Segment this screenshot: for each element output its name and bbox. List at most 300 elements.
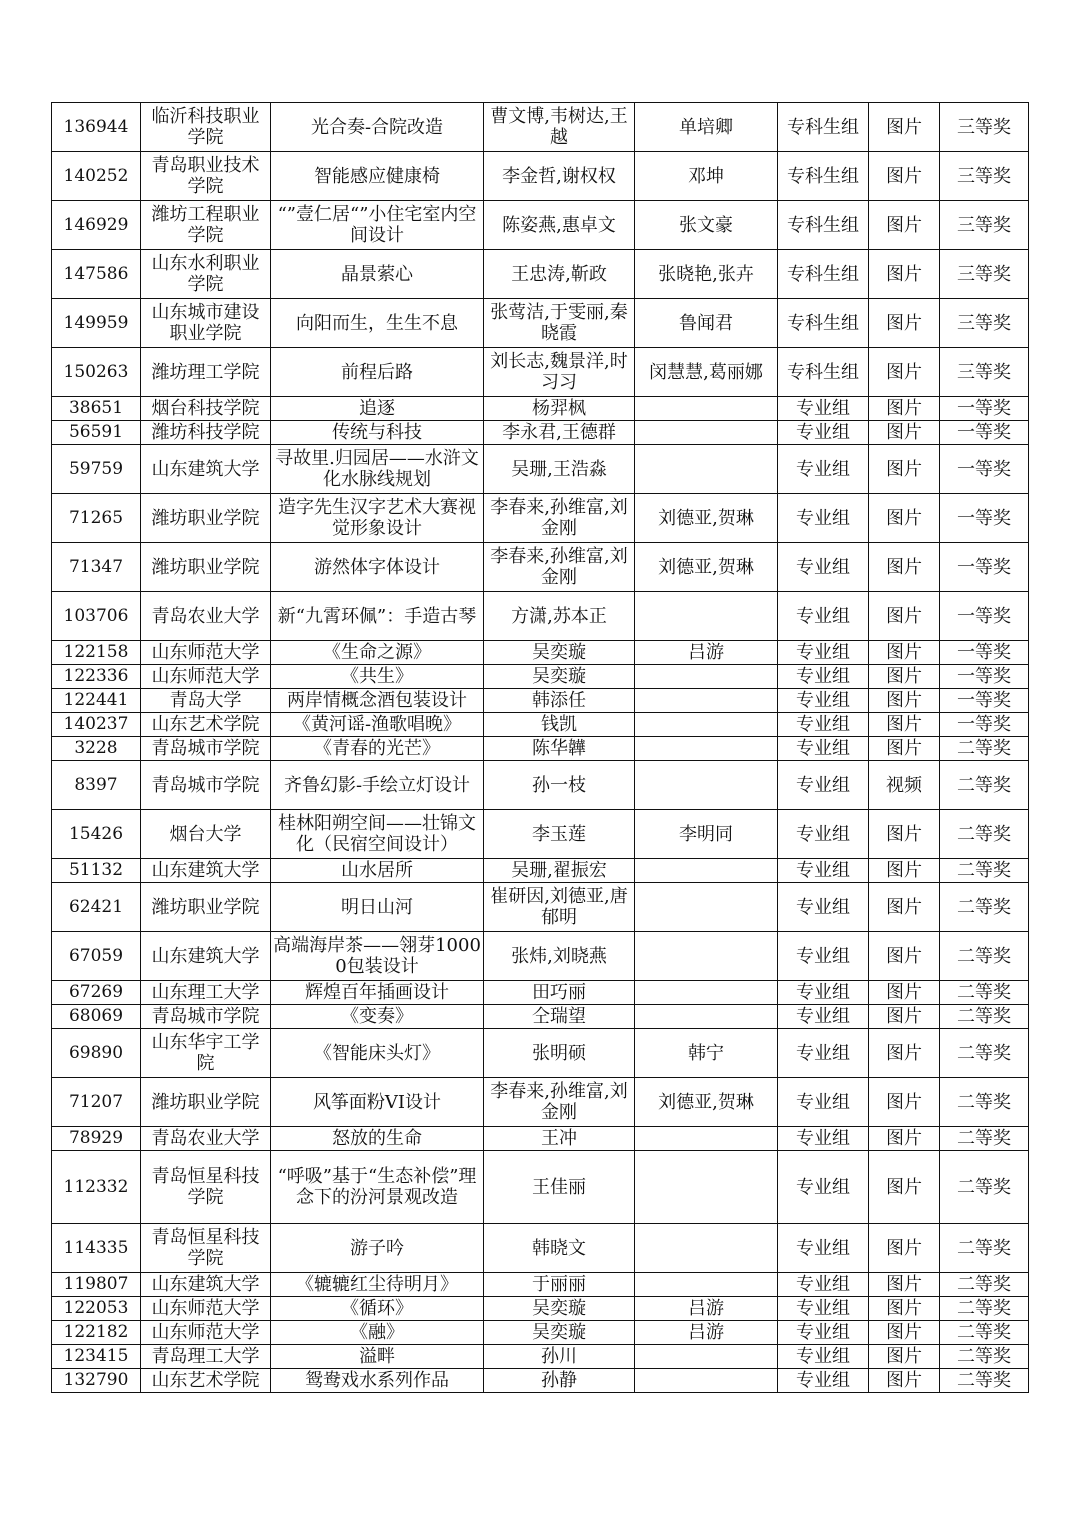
group-cell: 专业组 (778, 445, 869, 494)
work-title-cell: 高端海岸茶——翎芽10000包装设计 (271, 932, 484, 981)
group-cell: 专业组 (778, 543, 869, 592)
table-row (52, 250, 1029, 299)
award-cell: 二等奖 (940, 1078, 1029, 1127)
school-cell: 烟台大学 (141, 810, 271, 859)
award-cell: 三等奖 (940, 250, 1029, 299)
award-cell: 一等奖 (940, 421, 1029, 445)
table-row (52, 883, 1029, 932)
entry-id-cell: 71207 (52, 1078, 141, 1127)
work-type-cell: 图片 (869, 201, 940, 250)
group-cell: 专科生组 (778, 348, 869, 397)
award-cell: 二等奖 (940, 1029, 1029, 1078)
group-cell: 专业组 (778, 592, 869, 641)
table-row (52, 348, 1029, 397)
advisor-cell (635, 737, 778, 761)
work-title-cell: 风筝面粉VI设计 (271, 1078, 484, 1127)
award-cell: 二等奖 (940, 1273, 1029, 1297)
award-cell: 三等奖 (940, 103, 1029, 152)
school-cell: 烟台科技学院 (141, 397, 271, 421)
work-type-cell: 图片 (869, 1321, 940, 1345)
award-cell: 二等奖 (940, 1321, 1029, 1345)
award-cell: 二等奖 (940, 737, 1029, 761)
group-cell: 专业组 (778, 1345, 869, 1369)
entry-id-cell: 68069 (52, 1005, 141, 1029)
work-type-cell: 图片 (869, 932, 940, 981)
advisor-cell: 刘德亚,贺琳 (635, 494, 778, 543)
school-cell: 青岛恒星科技学院 (141, 1224, 271, 1273)
authors-cell: 钱凯 (484, 713, 635, 737)
table-row (52, 201, 1029, 250)
work-type-cell: 图片 (869, 1078, 940, 1127)
work-title-cell: 光合奏-合院改造 (271, 103, 484, 152)
entry-id-cell: 67269 (52, 981, 141, 1005)
group-cell: 专业组 (778, 859, 869, 883)
table-row (52, 152, 1029, 201)
award-cell: 二等奖 (940, 761, 1029, 810)
award-cell: 二等奖 (940, 810, 1029, 859)
work-type-cell: 图片 (869, 543, 940, 592)
work-type-cell: 图片 (869, 592, 940, 641)
group-cell: 专业组 (778, 981, 869, 1005)
school-cell: 山东建筑大学 (141, 859, 271, 883)
table-row (52, 397, 1029, 421)
advisor-cell (635, 932, 778, 981)
authors-cell: 王佳丽 (484, 1151, 635, 1224)
group-cell: 专业组 (778, 883, 869, 932)
school-cell: 山东建筑大学 (141, 932, 271, 981)
work-title-cell: 《青春的光芒》 (271, 737, 484, 761)
group-cell: 专业组 (778, 932, 869, 981)
table-row (52, 1005, 1029, 1029)
work-title-cell: 造字先生汉字艺术大赛视觉形象设计 (271, 494, 484, 543)
table-row (52, 932, 1029, 981)
entry-id-cell: 147586 (52, 250, 141, 299)
advisor-cell (635, 859, 778, 883)
work-type-cell: 图片 (869, 397, 940, 421)
school-cell: 山东师范大学 (141, 665, 271, 689)
work-type-cell: 图片 (869, 883, 940, 932)
work-title-cell: 溢畔 (271, 1345, 484, 1369)
award-cell: 二等奖 (940, 1369, 1029, 1393)
entry-id-cell: 150263 (52, 348, 141, 397)
entry-id-cell: 122336 (52, 665, 141, 689)
work-title-cell: 智能感应健康椅 (271, 152, 484, 201)
school-cell: 山东建筑大学 (141, 445, 271, 494)
advisor-cell (635, 981, 778, 1005)
work-title-cell: 传统与科技 (271, 421, 484, 445)
authors-cell: 韩添任 (484, 689, 635, 713)
authors-cell: 杨羿枫 (484, 397, 635, 421)
award-cell: 一等奖 (940, 494, 1029, 543)
work-type-cell: 图片 (869, 1151, 940, 1224)
table-row (52, 1127, 1029, 1151)
award-cell: 二等奖 (940, 1151, 1029, 1224)
work-title-cell: 桂林阳朔空间——壮锦文化（民宿空间设计） (271, 810, 484, 859)
work-type-cell: 视频 (869, 761, 940, 810)
table-row (52, 1151, 1029, 1224)
advisor-cell: 刘德亚,贺琳 (635, 543, 778, 592)
authors-cell: 李春来,孙维富,刘金刚 (484, 1078, 635, 1127)
award-cell: 三等奖 (940, 299, 1029, 348)
work-title-cell: 辉煌百年插画设计 (271, 981, 484, 1005)
authors-cell: 曹文博,韦树达,王越 (484, 103, 635, 152)
authors-cell: 吴奕璇 (484, 1321, 635, 1345)
authors-cell: 吴奕璇 (484, 665, 635, 689)
table-row (52, 761, 1029, 810)
group-cell: 专业组 (778, 494, 869, 543)
authors-cell: 韩晓文 (484, 1224, 635, 1273)
school-cell: 山东理工大学 (141, 981, 271, 1005)
entry-id-cell: 62421 (52, 883, 141, 932)
advisor-cell: 韩宁 (635, 1029, 778, 1078)
school-cell: 潍坊科技学院 (141, 421, 271, 445)
work-type-cell: 图片 (869, 981, 940, 1005)
authors-cell: 王忠涛,靳政 (484, 250, 635, 299)
work-title-cell: 新“九霄环佩”：手造古琴 (271, 592, 484, 641)
table-row (52, 1078, 1029, 1127)
work-type-cell: 图片 (869, 1005, 940, 1029)
authors-cell: 刘长志,魏景洋,时习习 (484, 348, 635, 397)
work-title-cell: 《融》 (271, 1321, 484, 1345)
group-cell: 专业组 (778, 810, 869, 859)
advisor-cell: 李明同 (635, 810, 778, 859)
awards-sheet (51, 102, 1029, 1393)
work-type-cell: 图片 (869, 445, 940, 494)
entry-id-cell: 112332 (52, 1151, 141, 1224)
school-cell: 山东艺术学院 (141, 713, 271, 737)
award-cell: 三等奖 (940, 201, 1029, 250)
award-cell: 一等奖 (940, 445, 1029, 494)
authors-cell: 方潇,苏本正 (484, 592, 635, 641)
advisor-cell (635, 1345, 778, 1369)
entry-id-cell: 122182 (52, 1321, 141, 1345)
group-cell: 专业组 (778, 761, 869, 810)
table-row (52, 665, 1029, 689)
work-title-cell: 寻故里.归园居——水浒文化水脉线规划 (271, 445, 484, 494)
entry-id-cell: 149959 (52, 299, 141, 348)
entry-id-cell: 114335 (52, 1224, 141, 1273)
school-cell: 潍坊职业学院 (141, 543, 271, 592)
work-title-cell: 《智能床头灯》 (271, 1029, 484, 1078)
work-title-cell: 前程后路 (271, 348, 484, 397)
award-cell: 二等奖 (940, 932, 1029, 981)
authors-cell: 吴奕璇 (484, 641, 635, 665)
entry-id-cell: 146929 (52, 201, 141, 250)
group-cell: 专业组 (778, 641, 869, 665)
authors-cell: 于丽丽 (484, 1273, 635, 1297)
school-cell: 山东城市建设职业学院 (141, 299, 271, 348)
table-row (52, 689, 1029, 713)
work-type-cell: 图片 (869, 810, 940, 859)
advisor-cell (635, 445, 778, 494)
school-cell: 青岛城市学院 (141, 1005, 271, 1029)
work-type-cell: 图片 (869, 1224, 940, 1273)
work-title-cell: 明日山河 (271, 883, 484, 932)
group-cell: 专业组 (778, 1224, 869, 1273)
group-cell: 专业组 (778, 1029, 869, 1078)
group-cell: 专业组 (778, 1321, 869, 1345)
authors-cell: 吴珊,翟振宏 (484, 859, 635, 883)
entry-id-cell: 71265 (52, 494, 141, 543)
school-cell: 潍坊工程职业学院 (141, 201, 271, 250)
work-title-cell: 《循环》 (271, 1297, 484, 1321)
table-row (52, 1321, 1029, 1345)
advisor-cell (635, 665, 778, 689)
work-type-cell: 图片 (869, 1369, 940, 1393)
group-cell: 专业组 (778, 397, 869, 421)
advisor-cell: 闵慧慧,葛丽娜 (635, 348, 778, 397)
award-cell: 一等奖 (940, 543, 1029, 592)
group-cell: 专科生组 (778, 250, 869, 299)
entry-id-cell: 38651 (52, 397, 141, 421)
work-title-cell: 晶景萦心 (271, 250, 484, 299)
table-row (52, 103, 1029, 152)
table-row (52, 445, 1029, 494)
authors-cell: 陈华韡 (484, 737, 635, 761)
advisor-cell (635, 397, 778, 421)
entry-id-cell: 132790 (52, 1369, 141, 1393)
entry-id-cell: 140252 (52, 152, 141, 201)
table-row (52, 981, 1029, 1005)
authors-cell: 仝瑞望 (484, 1005, 635, 1029)
school-cell: 山东艺术学院 (141, 1369, 271, 1393)
group-cell: 专业组 (778, 1273, 869, 1297)
table-row (52, 1369, 1029, 1393)
group-cell: 专业组 (778, 665, 869, 689)
school-cell: 青岛城市学院 (141, 737, 271, 761)
school-cell: 青岛理工大学 (141, 1345, 271, 1369)
table-row (52, 543, 1029, 592)
entry-id-cell: 3228 (52, 737, 141, 761)
work-title-cell: “”壹仁居“”小住宅室内空间设计 (271, 201, 484, 250)
work-type-cell: 图片 (869, 641, 940, 665)
school-cell: 山东师范大学 (141, 641, 271, 665)
authors-cell: 李春来,孙维富,刘金刚 (484, 543, 635, 592)
work-type-cell: 图片 (869, 665, 940, 689)
work-title-cell: 鸳鸯戏水系列作品 (271, 1369, 484, 1393)
work-type-cell: 图片 (869, 737, 940, 761)
table-row (52, 494, 1029, 543)
award-cell: 一等奖 (940, 397, 1029, 421)
work-type-cell: 图片 (869, 152, 940, 201)
entry-id-cell: 71347 (52, 543, 141, 592)
advisor-cell (635, 713, 778, 737)
advisor-cell: 邓坤 (635, 152, 778, 201)
school-cell: 青岛职业技术学院 (141, 152, 271, 201)
work-type-cell: 图片 (869, 713, 940, 737)
table-row (52, 1029, 1029, 1078)
entry-id-cell: 122053 (52, 1297, 141, 1321)
advisor-cell (635, 1127, 778, 1151)
award-cell: 二等奖 (940, 1224, 1029, 1273)
work-title-cell: 两岸情概念酒包装设计 (271, 689, 484, 713)
work-type-cell: 图片 (869, 348, 940, 397)
group-cell: 专业组 (778, 689, 869, 713)
advisor-cell: 刘德亚,贺琳 (635, 1078, 778, 1127)
table-row (52, 641, 1029, 665)
entry-id-cell: 56591 (52, 421, 141, 445)
entry-id-cell: 103706 (52, 592, 141, 641)
award-cell: 二等奖 (940, 883, 1029, 932)
table-row (52, 1224, 1029, 1273)
award-cell: 三等奖 (940, 152, 1029, 201)
advisor-cell (635, 761, 778, 810)
advisor-cell: 吕游 (635, 1297, 778, 1321)
advisor-cell (635, 1005, 778, 1029)
advisor-cell: 吕游 (635, 1321, 778, 1345)
authors-cell: 张明硕 (484, 1029, 635, 1078)
table-row (52, 592, 1029, 641)
entry-id-cell: 119807 (52, 1273, 141, 1297)
award-cell: 二等奖 (940, 1297, 1029, 1321)
work-title-cell: 游子吟 (271, 1224, 484, 1273)
award-cell: 二等奖 (940, 859, 1029, 883)
authors-cell: 吴奕璇 (484, 1297, 635, 1321)
work-title-cell: 《变奏》 (271, 1005, 484, 1029)
awards-table (51, 102, 1029, 1393)
advisor-cell: 张晓艳,张卉 (635, 250, 778, 299)
entry-id-cell: 51132 (52, 859, 141, 883)
group-cell: 专业组 (778, 1127, 869, 1151)
work-type-cell: 图片 (869, 1127, 940, 1151)
entry-id-cell: 59759 (52, 445, 141, 494)
award-cell: 一等奖 (940, 713, 1029, 737)
table-row (52, 859, 1029, 883)
advisor-cell: 鲁闻君 (635, 299, 778, 348)
advisor-cell (635, 1224, 778, 1273)
group-cell: 专科生组 (778, 152, 869, 201)
group-cell: 专业组 (778, 1369, 869, 1393)
group-cell: 专业组 (778, 1151, 869, 1224)
school-cell: 青岛恒星科技学院 (141, 1151, 271, 1224)
authors-cell: 张莺洁,于雯丽,秦晓霞 (484, 299, 635, 348)
authors-cell: 李金哲,谢权权 (484, 152, 635, 201)
school-cell: 山东华宇工学院 (141, 1029, 271, 1078)
advisor-cell (635, 1151, 778, 1224)
entry-id-cell: 136944 (52, 103, 141, 152)
school-cell: 青岛大学 (141, 689, 271, 713)
work-title-cell: 游然体字体设计 (271, 543, 484, 592)
work-type-cell: 图片 (869, 689, 940, 713)
work-type-cell: 图片 (869, 859, 940, 883)
award-cell: 一等奖 (940, 641, 1029, 665)
work-type-cell: 图片 (869, 421, 940, 445)
work-title-cell: 怒放的生命 (271, 1127, 484, 1151)
school-cell: 山东水利职业学院 (141, 250, 271, 299)
school-cell: 青岛城市学院 (141, 761, 271, 810)
authors-cell: 王冲 (484, 1127, 635, 1151)
group-cell: 专业组 (778, 421, 869, 445)
authors-cell: 李春来,孙维富,刘金刚 (484, 494, 635, 543)
entry-id-cell: 15426 (52, 810, 141, 859)
table-row (52, 713, 1029, 737)
school-cell: 临沂科技职业学院 (141, 103, 271, 152)
work-title-cell: 《共生》 (271, 665, 484, 689)
entry-id-cell: 78929 (52, 1127, 141, 1151)
work-title-cell: 齐鲁幻影-手绘立灯设计 (271, 761, 484, 810)
entry-id-cell: 140237 (52, 713, 141, 737)
award-cell: 一等奖 (940, 592, 1029, 641)
table-row (52, 299, 1029, 348)
table-row (52, 1273, 1029, 1297)
entry-id-cell: 69890 (52, 1029, 141, 1078)
entry-id-cell: 8397 (52, 761, 141, 810)
work-type-cell: 图片 (869, 299, 940, 348)
authors-cell: 李永君,王德群 (484, 421, 635, 445)
authors-cell: 张炜,刘晓燕 (484, 932, 635, 981)
work-type-cell: 图片 (869, 1345, 940, 1369)
authors-cell: 孙一枝 (484, 761, 635, 810)
award-cell: 二等奖 (940, 1345, 1029, 1369)
work-title-cell: 《生命之源》 (271, 641, 484, 665)
advisor-cell: 张文豪 (635, 201, 778, 250)
work-title-cell: 《黄河谣-渔歌唱晚》 (271, 713, 484, 737)
group-cell: 专科生组 (778, 201, 869, 250)
work-title-cell: 向阳而生，生生不息 (271, 299, 484, 348)
group-cell: 专业组 (778, 1297, 869, 1321)
advisor-cell (635, 1273, 778, 1297)
work-type-cell: 图片 (869, 250, 940, 299)
work-type-cell: 图片 (869, 494, 940, 543)
work-type-cell: 图片 (869, 1029, 940, 1078)
authors-cell: 陈姿燕,惠卓文 (484, 201, 635, 250)
award-cell: 二等奖 (940, 1127, 1029, 1151)
authors-cell: 崔研因,刘德亚,唐郁明 (484, 883, 635, 932)
entry-id-cell: 122158 (52, 641, 141, 665)
authors-cell: 吴珊,王浩淼 (484, 445, 635, 494)
entry-id-cell: 123415 (52, 1345, 141, 1369)
advisor-cell (635, 1369, 778, 1393)
school-cell: 潍坊职业学院 (141, 494, 271, 543)
group-cell: 专科生组 (778, 103, 869, 152)
entry-id-cell: 122441 (52, 689, 141, 713)
work-title-cell: 山水居所 (271, 859, 484, 883)
table-row (52, 810, 1029, 859)
group-cell: 专科生组 (778, 299, 869, 348)
award-cell: 三等奖 (940, 348, 1029, 397)
work-title-cell: “呼吸”基于“生态补偿”理念下的汾河景观改造 (271, 1151, 484, 1224)
advisor-cell (635, 883, 778, 932)
award-cell: 二等奖 (940, 1005, 1029, 1029)
group-cell: 专业组 (778, 1005, 869, 1029)
awards-table-body (52, 103, 1029, 1393)
work-title-cell: 追逐 (271, 397, 484, 421)
authors-cell: 孙川 (484, 1345, 635, 1369)
table-row (52, 737, 1029, 761)
school-cell: 潍坊职业学院 (141, 1078, 271, 1127)
authors-cell: 田巧丽 (484, 981, 635, 1005)
work-type-cell: 图片 (869, 1273, 940, 1297)
group-cell: 专业组 (778, 713, 869, 737)
school-cell: 山东建筑大学 (141, 1273, 271, 1297)
table-row (52, 1297, 1029, 1321)
school-cell: 潍坊职业学院 (141, 883, 271, 932)
authors-cell: 孙静 (484, 1369, 635, 1393)
entry-id-cell: 67059 (52, 932, 141, 981)
award-cell: 一等奖 (940, 665, 1029, 689)
group-cell: 专业组 (778, 1078, 869, 1127)
school-cell: 青岛农业大学 (141, 1127, 271, 1151)
table-row (52, 1345, 1029, 1369)
advisor-cell (635, 421, 778, 445)
award-cell: 二等奖 (940, 981, 1029, 1005)
school-cell: 山东师范大学 (141, 1321, 271, 1345)
advisor-cell: 单培卿 (635, 103, 778, 152)
table-row (52, 421, 1029, 445)
work-type-cell: 图片 (869, 1297, 940, 1321)
group-cell: 专业组 (778, 737, 869, 761)
advisor-cell: 吕游 (635, 641, 778, 665)
